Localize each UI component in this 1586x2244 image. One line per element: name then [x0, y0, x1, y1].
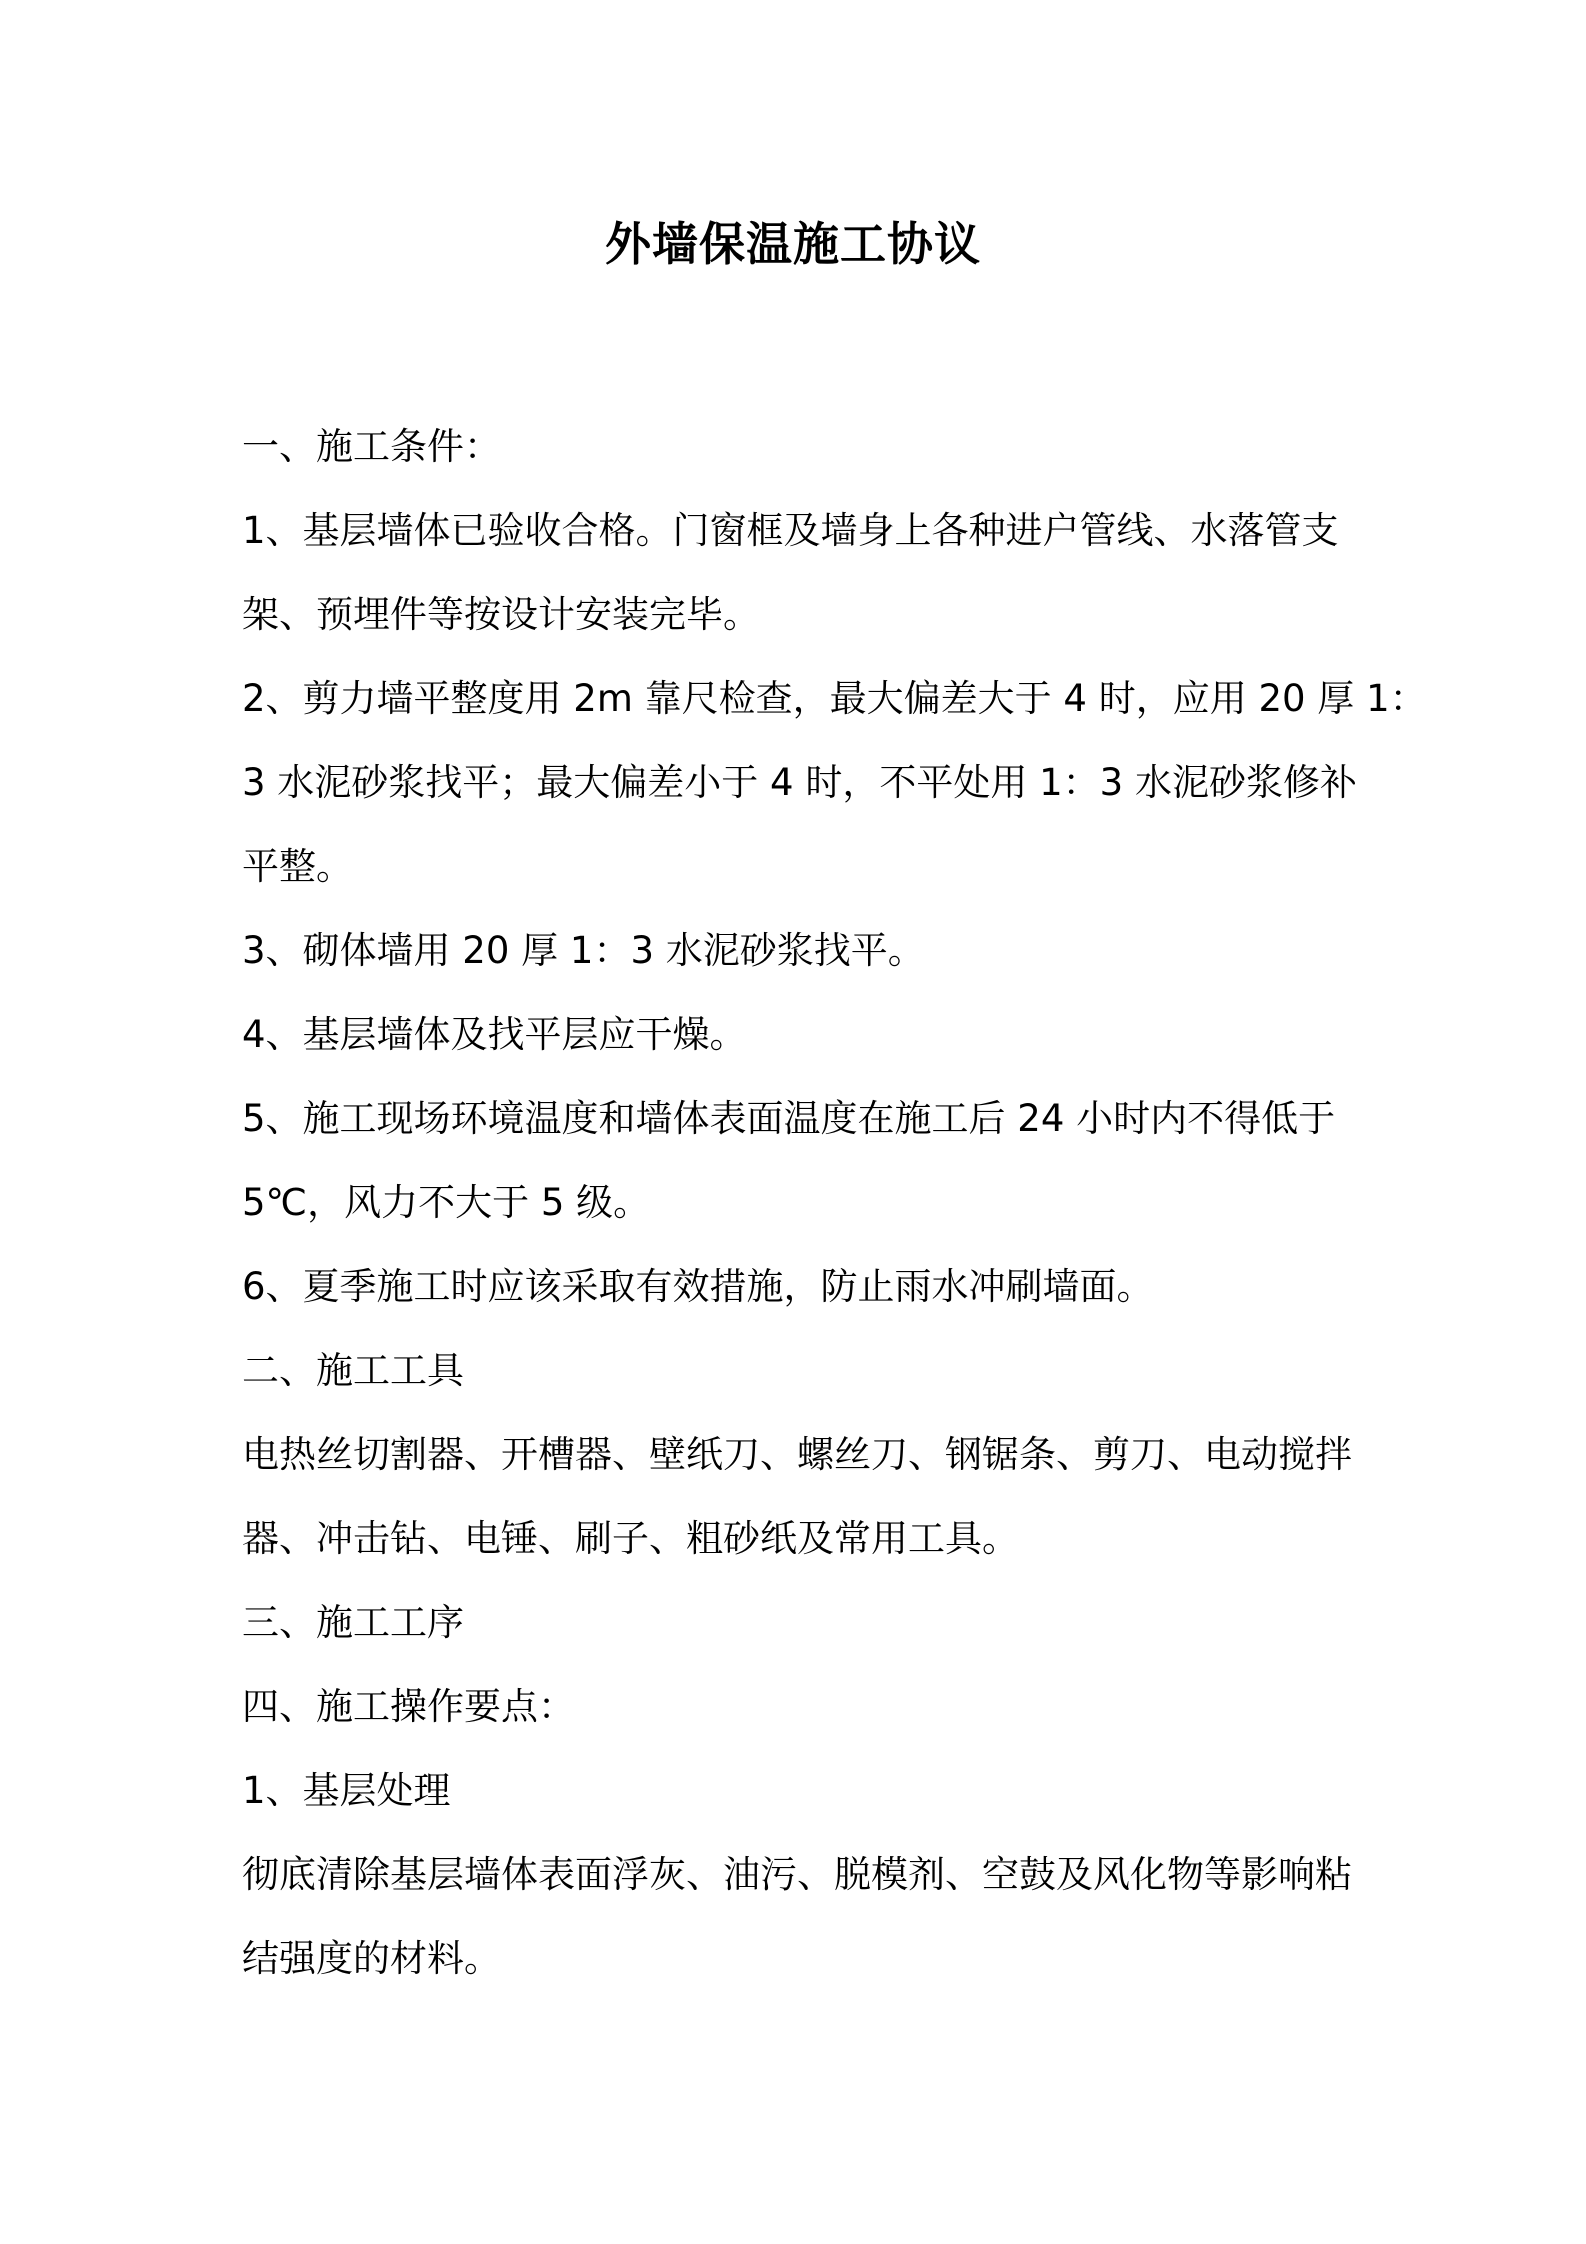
tools-list: [242, 1413, 1362, 1581]
section-heading-key-points: [242, 1665, 1362, 1749]
text-line: 2、剪力墙平整度用 2m 靠尺检查，最大偏差大于 4 时，应用 20 厚 1：: [242, 677, 1427, 720]
text-line: 彻底清除基层墙体表面浮灰、油污、脱模剂、空鼓及风化物等影响粘: [242, 1853, 1352, 1896]
text-line: 一、施工条件：: [242, 425, 501, 468]
condition-item-2: [242, 657, 1427, 909]
text-line: 5℃，风力不大于 5 级。: [242, 1181, 651, 1224]
section-heading-procedure: [242, 1581, 1362, 1665]
condition-item-6: [242, 1245, 1362, 1329]
text-line: 1、基层墙体已验收合格。门窗框及墙身上各种进户管线、水落管支: [242, 509, 1339, 552]
document-body: [242, 405, 1427, 2001]
base-treatment-text: [242, 1833, 1362, 2001]
text-line: 平整。: [242, 845, 353, 888]
text-line: 4、基层墙体及找平层应干燥。: [242, 1013, 747, 1056]
text-line: 1、基层处理: [242, 1769, 451, 1812]
section-heading-conditions: [242, 405, 1362, 489]
text-line: 3 水泥砂浆找平；最大偏差小于 4 时，不平处用 1：3 水泥砂浆修补: [242, 761, 1357, 804]
text-line: 5、施工现场环境温度和墙体表面温度在施工后 24 小时内不得低于: [242, 1097, 1336, 1140]
condition-item-3: [242, 909, 1362, 993]
subheading-base-treatment: [242, 1749, 1362, 1833]
condition-item-5: [242, 1077, 1362, 1245]
text-line: 电热丝切割器、开槽器、壁纸刀、螺丝刀、钢锯条、剪刀、电动搅拌: [242, 1433, 1352, 1476]
text-line: 3、砌体墙用 20 厚 1：3 水泥砂浆找平。: [242, 929, 925, 972]
text-line: 结强度的材料。: [242, 1937, 501, 1980]
text-line: 三、施工工序: [242, 1601, 464, 1644]
text-line: 6、夏季施工时应该采取有效措施，防止雨水冲刷墙面。: [242, 1265, 1154, 1308]
text-line: 二、施工工具: [242, 1349, 464, 1392]
section-heading-tools: [242, 1329, 1362, 1413]
text-line: 架、预埋件等按设计安装完毕。: [242, 593, 760, 636]
document-title: 外墙保温施工协议: [605, 217, 981, 271]
condition-item-1: [242, 489, 1362, 657]
text-line: 四、施工操作要点：: [242, 1685, 575, 1728]
condition-item-4: [242, 993, 1362, 1077]
text-line: 器、冲击钻、电锤、刷子、粗砂纸及常用工具。: [242, 1517, 1019, 1560]
